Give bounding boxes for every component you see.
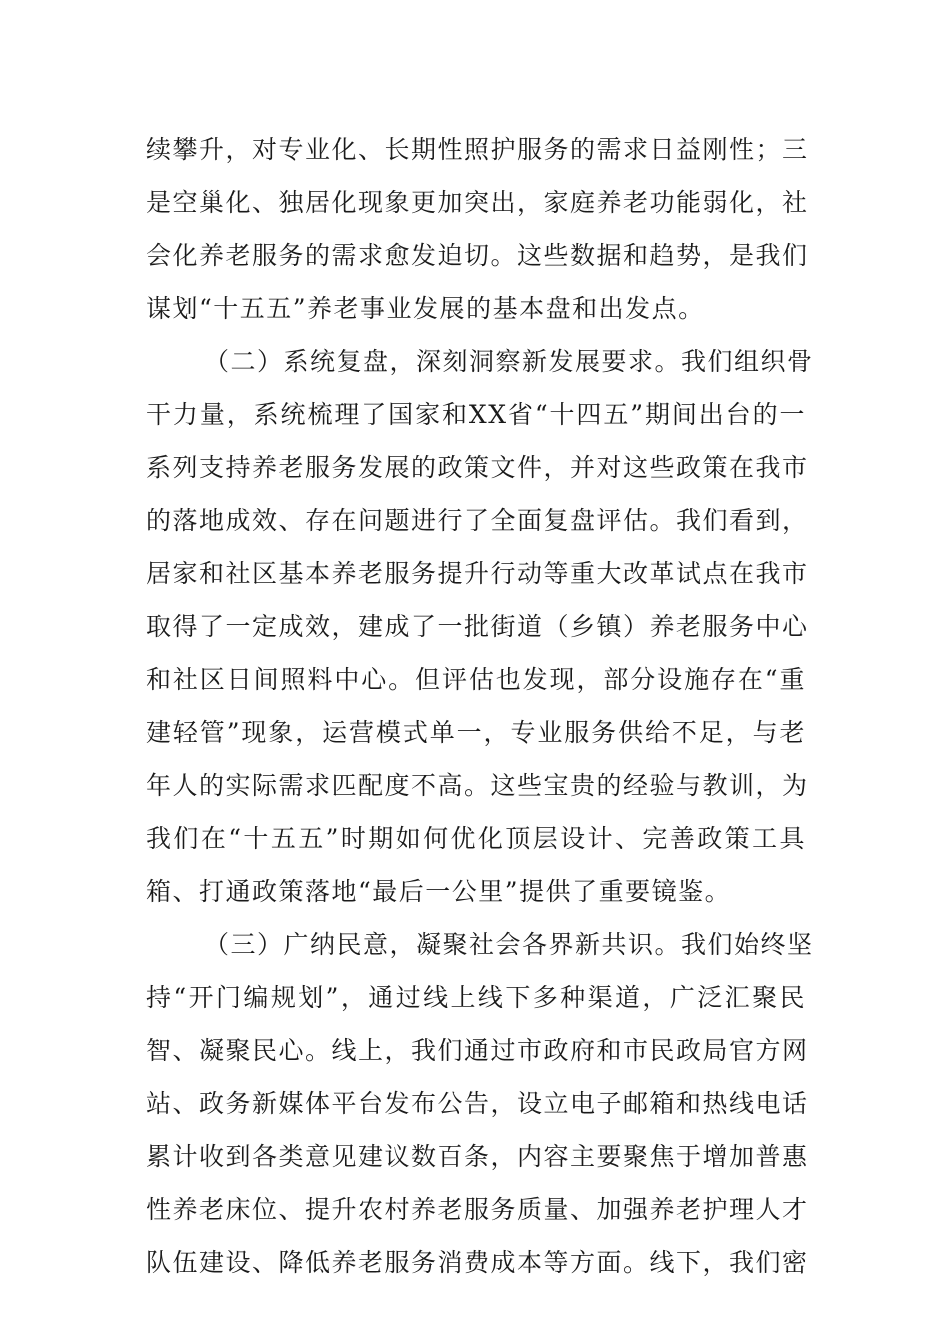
text-line: 系列支持养老服务发展的政策文件，并对这些政策在我市: [146, 453, 809, 482]
text-line: 居家和社区基本养老服务提升行动等重大改革试点在我市: [146, 559, 809, 588]
text-line: 累计收到各类意见建议数百条，内容主要聚焦于增加普惠: [146, 1142, 809, 1171]
text-line: 队伍建设、降低养老服务消费成本等方面。线下，我们密: [146, 1248, 809, 1277]
text-line: 和社区日间照料中心。但评估也发现，部分设施存在“重: [146, 665, 806, 694]
text-line: 箱、打通政策落地“最后一公里”提供了重要镜鉴。: [146, 877, 732, 906]
text-line: 建轻管”现象，运营模式单一，专业服务供给不足，与老: [146, 718, 806, 747]
document-body: [146, 123, 814, 1289]
text-line: 会化养老服务的需求愈发迫切。这些数据和趋势，是我们: [146, 241, 809, 270]
text-line: 年人的实际需求匹配度不高。这些宝贵的经验与教训，为: [146, 771, 809, 800]
text-line: 我们在“十五五”时期如何优化顶层设计、完善政策工具: [146, 824, 806, 853]
text-line: 取得了一定成效，建成了一批街道（乡镇）养老服务中心: [146, 612, 809, 641]
text-line: 持“开门编规划”，通过线上线下多种渠道，广泛汇聚民: [146, 983, 806, 1012]
text-line: 性养老床位、提升农村养老服务质量、加强养老护理人才: [146, 1195, 809, 1224]
text-line: 干力量，系统梳理了国家和XX省“十四五”期间出台的一: [146, 400, 806, 429]
text-line: 智、凝聚民心。线上，我们通过市政府和市民政局官方网: [146, 1036, 809, 1065]
paragraph-first-line: （二）系统复盘，深刻洞察新发展要求。我们组织骨: [204, 347, 814, 376]
text-line: 的落地成效、存在问题进行了全面复盘评估。我们看到，: [146, 506, 809, 535]
paragraph-first-line: （三）广纳民意，凝聚社会各界新共识。我们始终坚: [204, 930, 814, 959]
text-line: 续攀升，对专业化、长期性照护服务的需求日益刚性；三: [146, 135, 809, 164]
text-line: 是空巢化、独居化现象更加突出，家庭养老功能弱化，社: [146, 188, 809, 217]
text-line: 谋划“十五五”养老事业发展的基本盘和出发点。: [146, 294, 705, 323]
text-line: 站、政务新媒体平台发布公告，设立电子邮箱和热线电话: [146, 1089, 809, 1118]
